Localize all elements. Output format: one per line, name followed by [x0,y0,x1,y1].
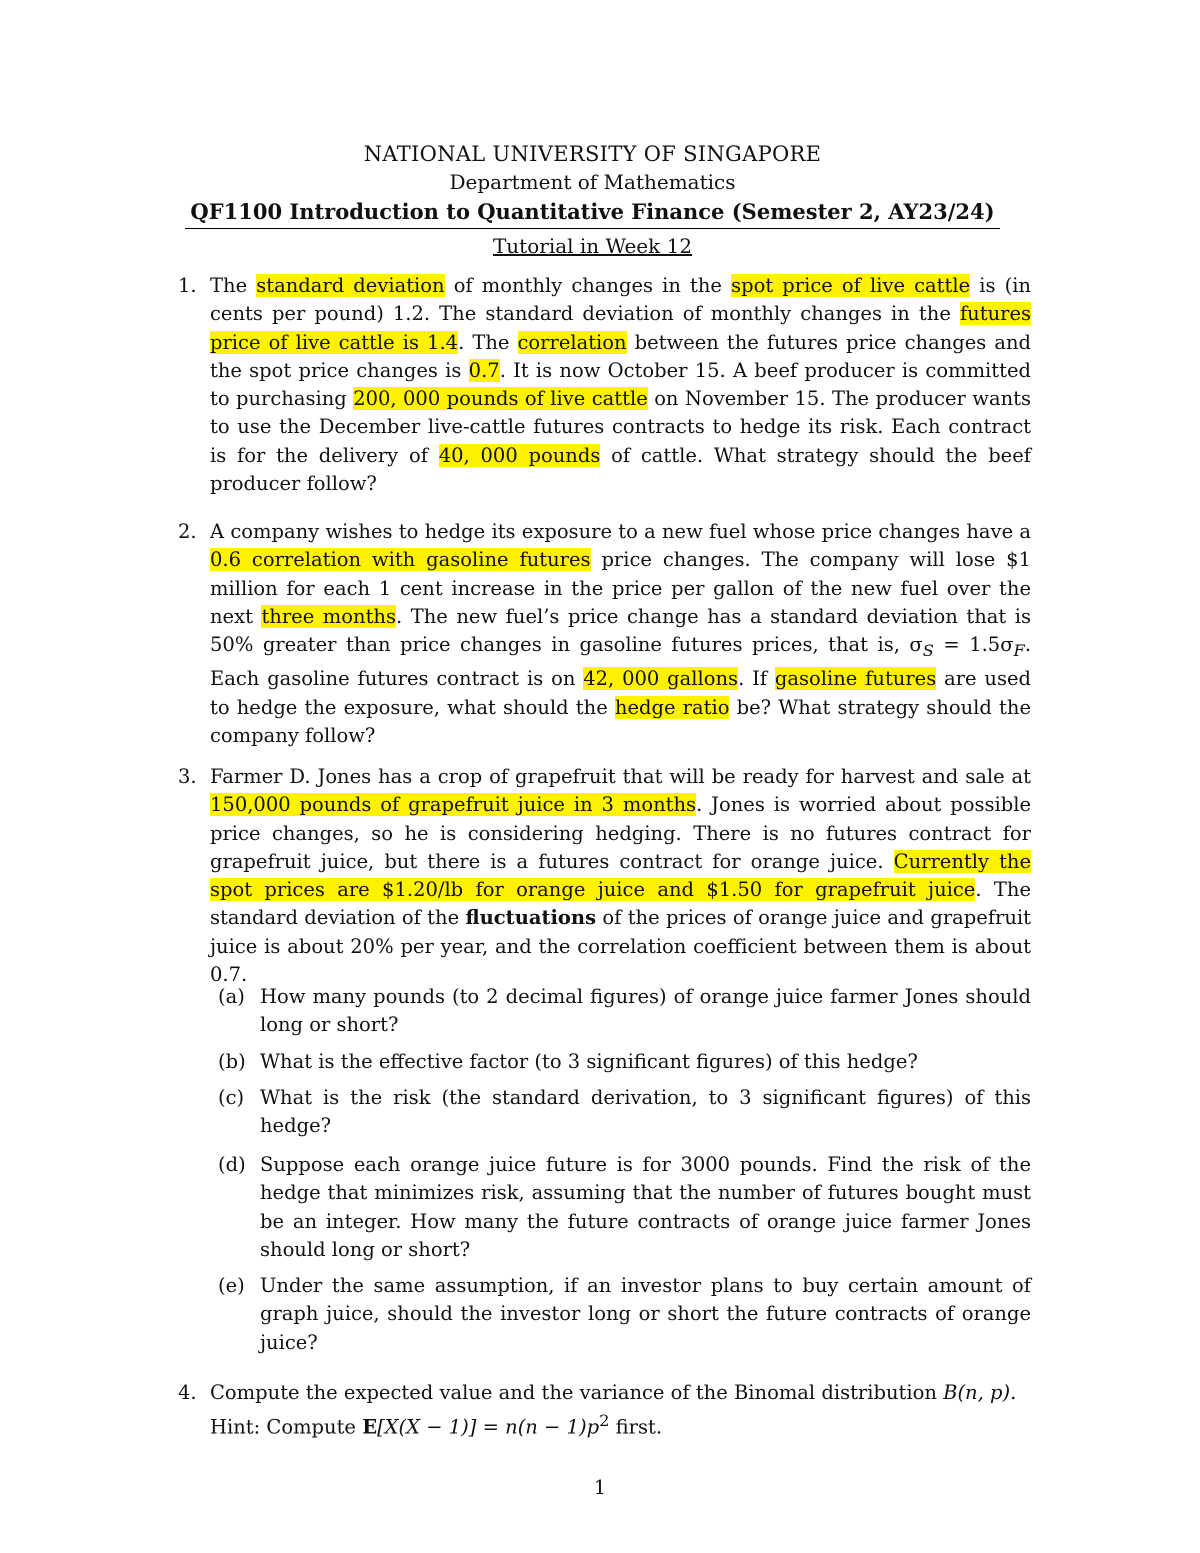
subquestion-b [210,1048,1031,1076]
text: . It is now October 15. A beef producer is committed to purchasing [210,358,1031,411]
text: between the futures price changes and the spot price changes is [210,330,1032,382]
document-header [185,140,1000,261]
question-3 [178,763,1031,989]
highlight: gasoline futures [774,667,937,691]
subquestion-c [210,1084,1031,1141]
highlight: correlation [517,330,627,354]
text: . [1010,1381,1017,1404]
subquestion-label: (a) [218,985,245,1008]
highlight: Currently the spot prices are $1.20/lb for orange juice and $1.50 for grapefruit juice [210,849,1032,902]
question-1 [178,272,1031,498]
highlight: standard deviation [256,274,445,297]
subquestion-text: Under the same assumption, if an investor plans to buy certain amount of graph juice, should the investor long or short the future contracts of orange juice? [260,1274,1031,1354]
subquestion-text: Suppose each orange juice future is for 3000 pounds. Find the risk of the hedge that minimizes risk, assuming that the number of futures bought must be an integer. How many the future contracts of orange juice farmer Jones should long or short? [260,1153,1031,1261]
highlight: 0.6 correlation with gasoline futures [210,548,591,572]
subquestion-label: (d) [218,1153,246,1176]
text: . The new fuel’s price change has a standard deviation that is 50% greater than price changes in gasoline futures prices, that is, σ [210,604,1032,657]
question-number: 4. [178,1381,197,1404]
superscript: 2 [599,1411,610,1431]
text: . The [458,330,518,354]
subscript: S [922,641,934,661]
question-number: 3. [178,765,197,788]
tutorial-week: Tutorial in Week 12 [492,234,693,258]
subquestion-text: What is the effective factor (to 3 significant figures) of this hedge? [260,1050,918,1073]
text: . Each gasoline futures contract is on [210,633,1031,691]
question-2 [178,518,1031,750]
subquestion-a [210,983,1031,1040]
text: of monthly changes in the [444,274,732,297]
text: A company wishes to hedge its exposure to a new fuel whose price changes have a [210,520,1031,543]
highlight: 150,000 pounds of grapefruit juice in 3 months [210,793,697,817]
expectation-symbol: E [362,1415,378,1439]
subquestion-label: (e) [218,1274,245,1297]
subquestion-label: (b) [218,1050,246,1073]
university-name: NATIONAL UNIVERSITY OF SINGAPORE [363,142,822,166]
text: on November 15. The producer wants to use the December live-cattle futures contracts to hedge its risk. Each contract is for the delivery of [210,387,1032,467]
highlight: hedge ratio [614,695,730,719]
department-name: Department of Mathematics [449,170,736,194]
text: price changes. The company will lose $1 million for each 1 cent increase in the price per gallon of the new fuel over the next [210,548,1031,628]
text: Farmer D. Jones has a crop of grapefruit that will be ready for harvest and sale at [210,765,1031,788]
subquestion-label: (c) [218,1086,245,1109]
highlight: 42, 000 gallons [583,667,739,691]
bold-term: fluctuations [465,906,597,930]
question-number: 2. [178,520,197,543]
highlight: spot price of live cattle [731,274,971,297]
subscript: F [1013,641,1025,661]
text: of the prices of orange juice and grapefruit juice is about 20% per year, and the correlation coefficient between them is about 0.7. [210,906,1031,987]
highlight: 40, 000 pounds [438,443,601,467]
subquestion-d [210,1151,1031,1264]
text: . The standard deviation of the [210,878,1031,930]
text: be? What strategy should the company follow? [210,695,1031,747]
subquestion-text: How many pounds (to 2 decimal figures) of orange juice farmer Jones should long or short? [260,985,1031,1037]
text: The [210,274,257,297]
question-4 [178,1379,1031,1442]
hint-text: Hint: Compute [210,1415,363,1439]
text: . Jones is worried about possible price changes, so he is considering hedging. There is no futures contract for grapefruit juice, but there is a futures contract for orange juice. [210,793,1031,873]
highlight: 0.7 [468,358,500,382]
highlight: three months [261,604,396,628]
text: . If [738,667,775,691]
text: is (in cents per pound) 1.2. The standard deviation of monthly changes in the [210,274,1031,326]
text: of cattle. What strategy should the beef producer follow? [210,443,1031,496]
question-number: 1. [178,274,197,297]
subquestion-text: What is the risk (the standard derivation, to 3 significant figures) of this hedge? [260,1086,1031,1138]
highlight: futures price of live cattle is 1.4 [210,302,1031,354]
text: = 1.5σ [933,633,1014,657]
highlight: 200, 000 pounds of live cattle [353,387,648,411]
math-expression: B(n, p) [943,1381,1011,1404]
subquestion-e [210,1272,1031,1357]
course-title: QF1100 Introduction to Quantitative Finance (Semester 2, AY23/24) [185,196,1000,229]
page-number: 1 [593,1476,607,1499]
math-expression: [X(X − 1)] = n(n − 1)p [377,1415,600,1439]
text: Compute the expected value and the variance of the Binomal distribution [210,1381,944,1404]
text: first. [609,1415,663,1439]
text: are used to hedge the exposure, what should the [210,667,1031,719]
